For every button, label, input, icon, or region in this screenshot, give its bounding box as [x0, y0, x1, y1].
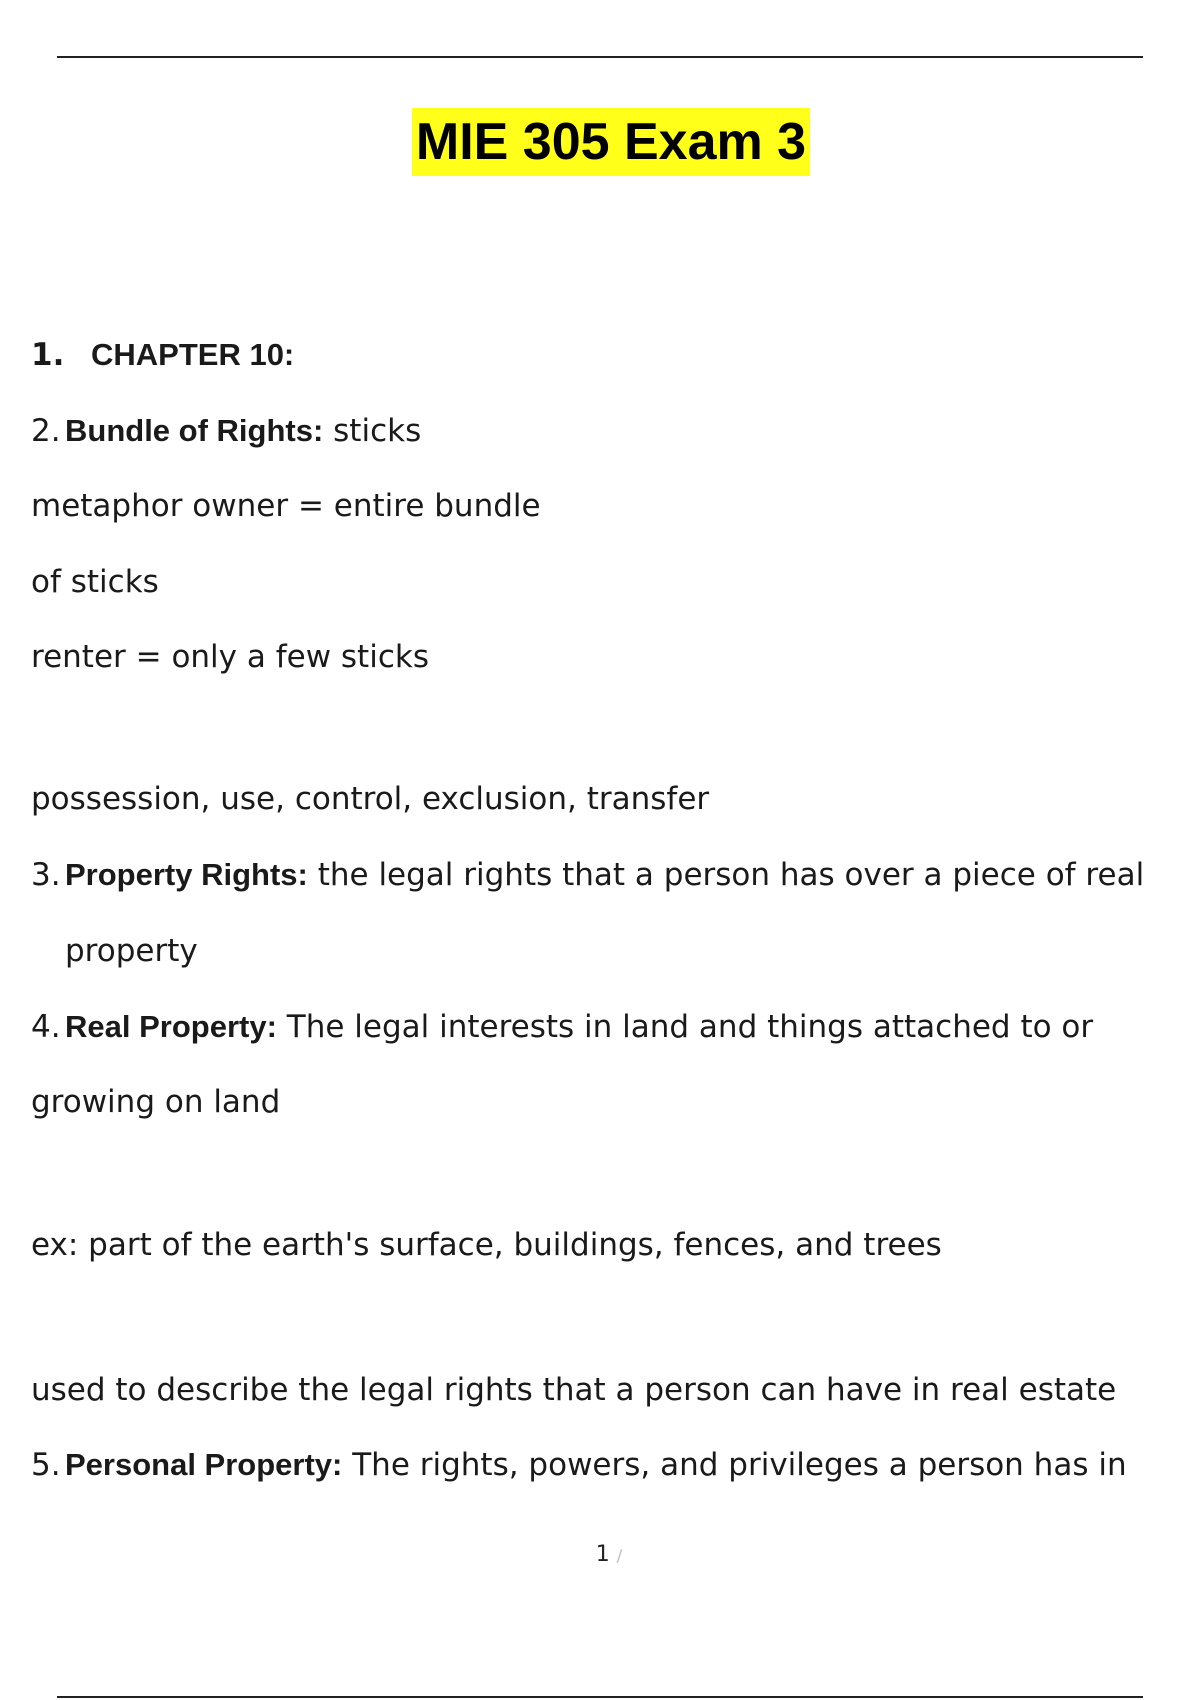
chapter-heading: CHAPTER 10: — [91, 337, 295, 372]
title-container — [0, 108, 1200, 176]
top-rule — [57, 56, 1143, 58]
definition-text: The rights, powers, and privileges a person has in — [342, 1447, 1127, 1483]
text-line: of sticks — [31, 564, 159, 600]
item-chapter-heading — [31, 335, 294, 375]
document-title: MIE 305 Exam 3 — [412, 108, 810, 176]
item-number: 3. — [31, 857, 61, 893]
bottom-rule — [57, 1696, 1143, 1698]
page-separator: / — [616, 1546, 623, 1565]
text-line: ex: part of the earth's surface, buildings, fences, and trees — [31, 1227, 942, 1263]
definition-text: the legal rights that a person has over a piece of real — [307, 857, 1145, 893]
item-number: 2. — [31, 413, 61, 449]
text-line: metaphor owner = entire bundle — [31, 488, 541, 524]
item-bundle-of-rights — [31, 411, 421, 451]
item-number: 4. — [31, 1009, 61, 1045]
text-line: possession, use, control, exclusion, transfer — [31, 781, 710, 817]
term-label: Bundle of Rights: — [65, 413, 324, 448]
term-label: Personal Property: — [65, 1447, 343, 1482]
definition-text: The legal interests in land and things attached to or — [276, 1009, 1094, 1045]
item-real-property — [31, 1007, 1093, 1047]
text-line: growing on land — [31, 1084, 281, 1120]
text-line: used to describe the legal rights that a person can have in real estate — [31, 1372, 1117, 1408]
item-personal-property — [31, 1445, 1127, 1485]
item-property-rights — [31, 855, 1144, 895]
page-number-value: 1 — [595, 1542, 610, 1567]
text-line: renter = only a few sticks — [31, 639, 429, 675]
text-line: property — [65, 933, 198, 969]
item-number: 1. — [31, 337, 65, 373]
item-number: 5. — [31, 1447, 61, 1483]
page-number — [0, 1543, 1200, 1568]
term-label: Property Rights: — [65, 857, 308, 892]
definition-text: sticks — [323, 413, 422, 449]
term-label: Real Property: — [65, 1009, 277, 1044]
